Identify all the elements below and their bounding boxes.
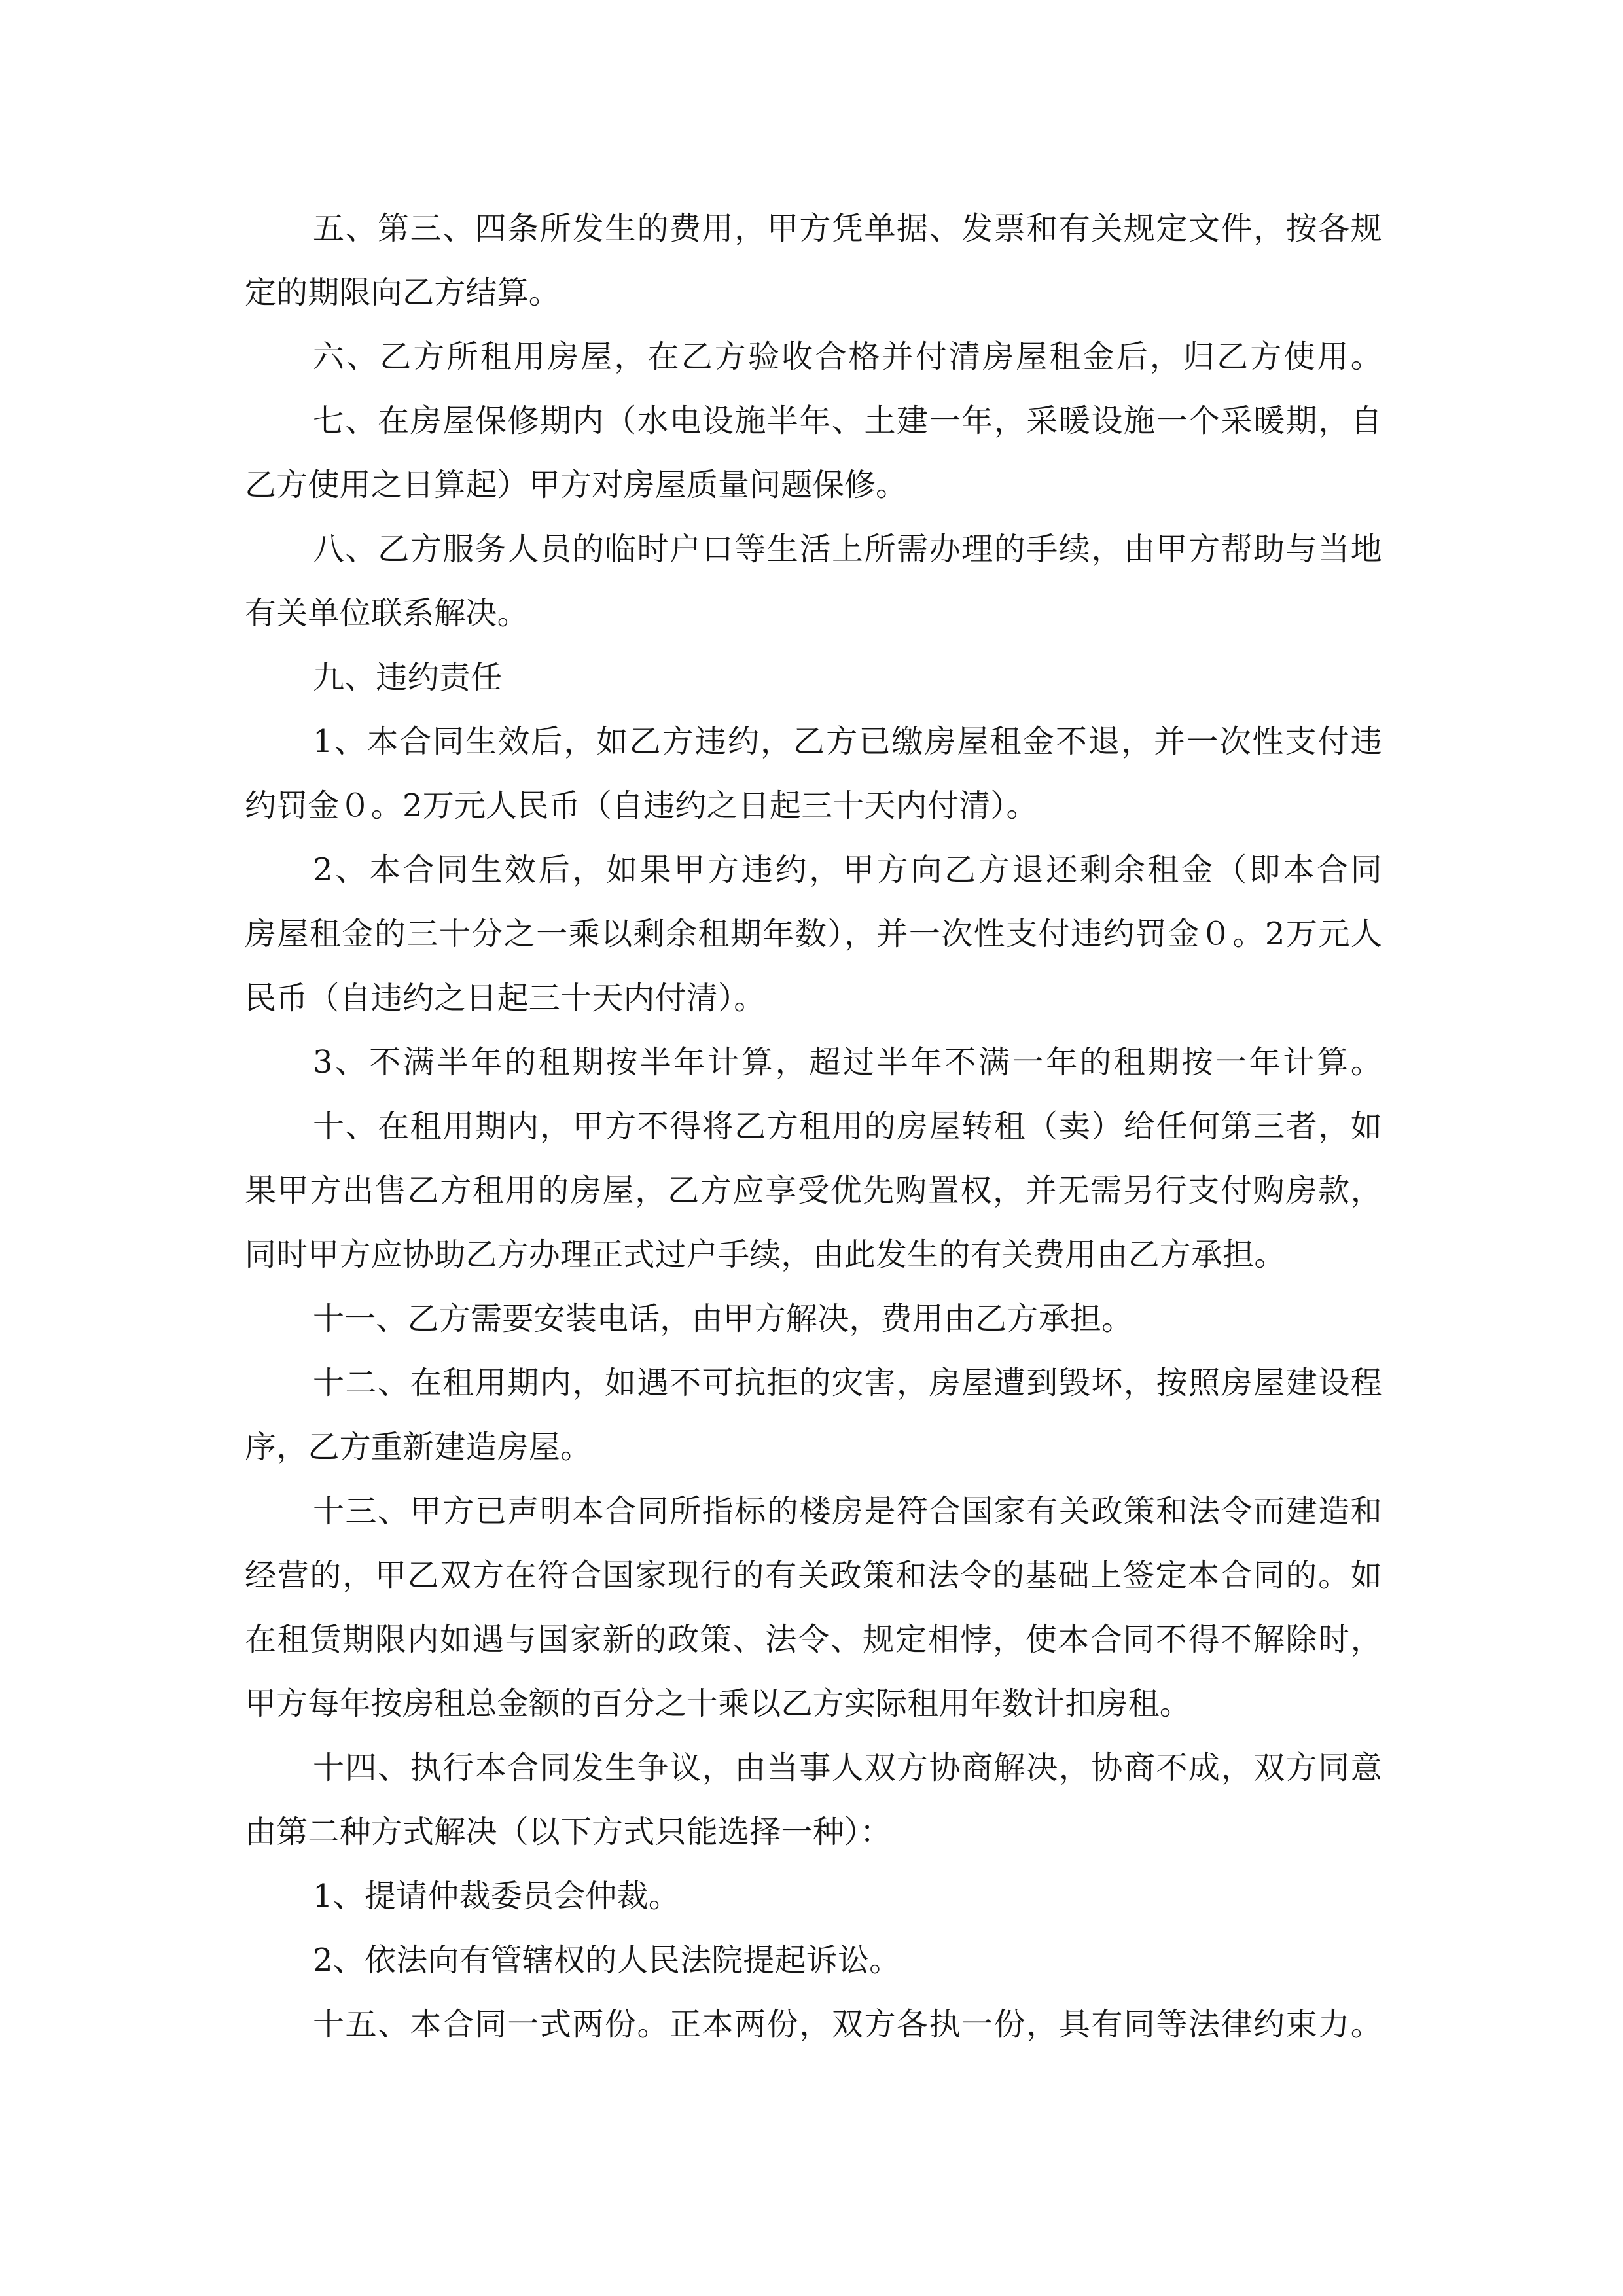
text-line: 十三、甲方已声明本合同所指标的楼房是符合国家有关政策和法令而建造和 xyxy=(313,1493,1382,1530)
text-line: 经营的，甲乙双方在符合国家现行的有关政策和法令的基础上签定本合同的。如 xyxy=(245,1557,1382,1594)
text-line: 民币（自违约之日起三十天内付清）。 xyxy=(245,980,766,1016)
text-line: 序，乙方重新建造房屋。 xyxy=(245,1429,592,1465)
text-line: 十四、执行本合同发生争议，由当事人双方协商解决，协商不成，双方同意 xyxy=(313,1749,1382,1786)
text-line: 1、提请仲裁委员会仲裁。 xyxy=(313,1878,680,1914)
text-line: 定的期限向乙方结算。 xyxy=(245,274,561,311)
text-line: 六、乙方所租用房屋，在乙方验收合格并付清房屋租金后，归乙方使用。 xyxy=(313,338,1382,375)
text-line: 2、依法向有管辖权的人民法院提起诉讼。 xyxy=(313,1942,901,1979)
text-line: 十、在租用期内，甲方不得将乙方租用的房屋转租（卖）给任何第三者，如 xyxy=(313,1108,1382,1145)
text-line: 五、第三、四条所发生的费用，甲方凭单据、发票和有关规定文件，按各规 xyxy=(313,210,1382,247)
text-line: 房屋租金的三十分之一乘以剩余租期年数），并一次性支付违约罚金０。2万元人 xyxy=(245,916,1382,952)
text-line: 3、不满半年的租期按半年计算，超过半年不满一年的租期按一年计算。 xyxy=(313,1044,1382,1081)
text-line: 同时甲方应协助乙方办理正式过户手续，由此发生的有关费用由乙方承担。 xyxy=(245,1236,1286,1273)
section-heading: 九、违约责任 xyxy=(313,659,503,696)
text-line: 八、乙方服务人员的临时户口等生活上所需办理的手续，由甲方帮助与当地 xyxy=(313,531,1382,567)
text-line: 在租赁期限内如遇与国家新的政策、法令、规定相悖，使本合同不得不解除时， xyxy=(245,1621,1382,1658)
text-line: 十一、乙方需要安装电话，由甲方解决，费用由乙方承担。 xyxy=(313,1300,1133,1337)
text-line: 1、本合同生效后，如乙方违约，乙方已缴房屋租金不退，并一次性支付违 xyxy=(313,723,1382,760)
text-line: 十五、本合同一式两份。正本两份，双方各执一份，具有同等法律约束力。 xyxy=(313,2006,1382,2043)
text-line: 乙方使用之日算起）甲方对房屋质量问题保修。 xyxy=(245,467,908,503)
text-line: 果甲方出售乙方租用的房屋，乙方应享受优先购置权，并无需另行支付购房款， xyxy=(245,1172,1382,1209)
text-line: 有关单位联系解决。 xyxy=(245,595,529,632)
text-line: 甲方每年按房租总金额的百分之十乘以乙方实际租用年数计扣房租。 xyxy=(245,1685,1192,1722)
text-line: 七、在房屋保修期内（水电设施半年、土建一年，采暖设施一个采暖期，自 xyxy=(313,403,1382,439)
text-line: 十二、在租用期内，如遇不可抗拒的灾害，房屋遭到毁坏，按照房屋建设程 xyxy=(313,1365,1382,1401)
text-line: 由第二种方式解决（以下方式只能选择一种）： xyxy=(245,1814,892,1850)
text-line: 约罚金０。2万元人民币（自违约之日起三十天内付清）。 xyxy=(245,787,1038,824)
text-line: 2、本合同生效后，如果甲方违约，甲方向乙方退还剩余租金（即本合同 xyxy=(313,852,1382,888)
